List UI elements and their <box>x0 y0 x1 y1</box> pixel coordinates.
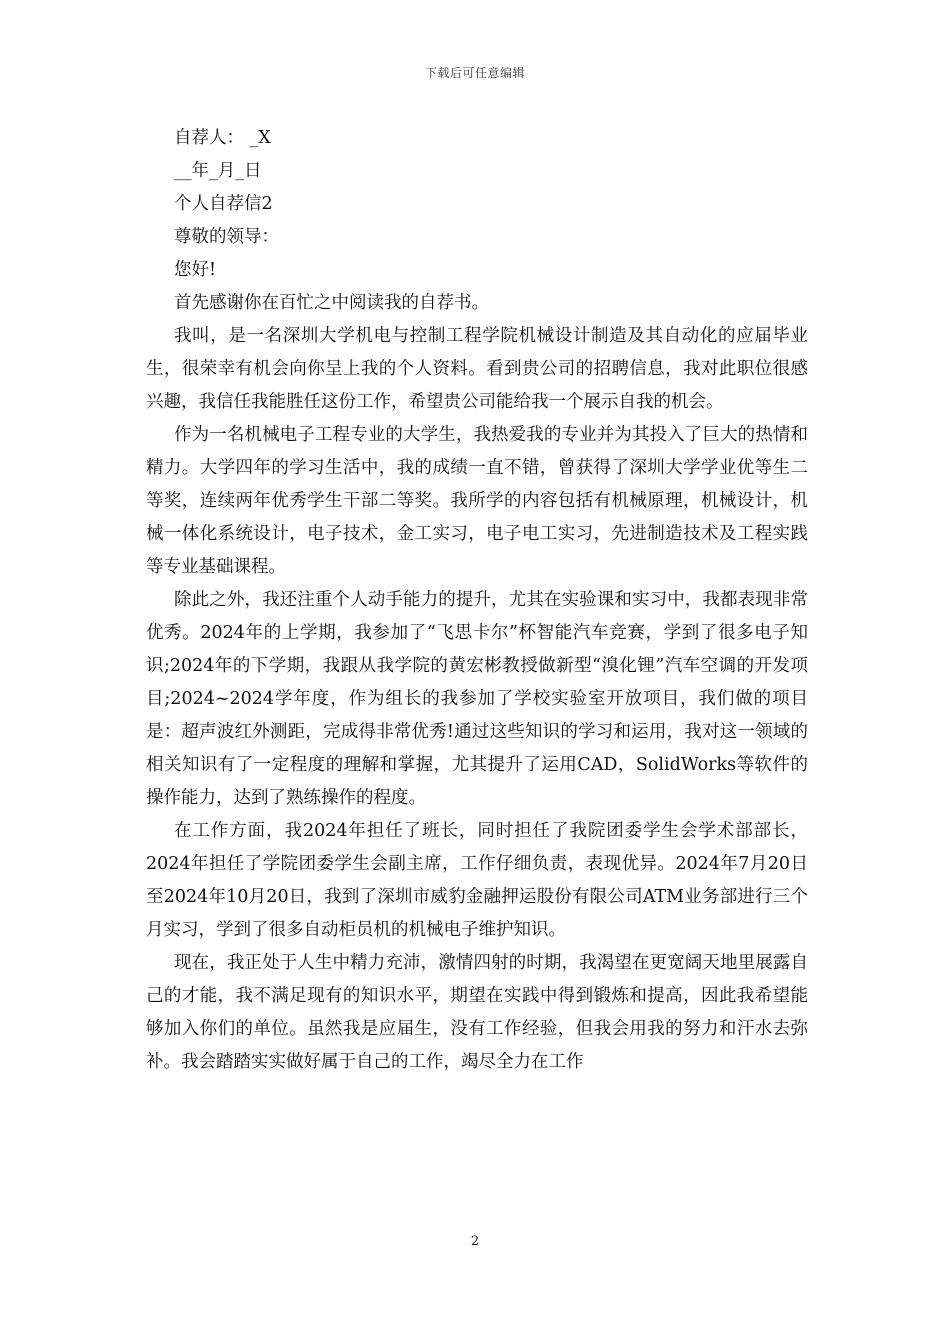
paragraph-aspiration: 现在，我正处于人生中精力充沛，激情四射的时期，我渴望在更宽阔天地里展露自己的才能，我不满足现有的知识水平，期望在实践中得到锻炼和提高，因此我希望能够加入你们的单位。虽然我是应届生，没有工作经验，但我会用我的努力和汗水去弥补。我会踏踏实实做好属于自己的工作，竭尽全力在工作 <box>146 953 808 1072</box>
greeting: 您好! <box>174 260 217 280</box>
signature-line: 自荐人： _X <box>174 128 271 148</box>
page-header-note: 下载后可任意编辑 <box>424 66 525 80</box>
date-line: __年_月_日 <box>174 161 262 181</box>
paragraph-work: 在工作方面，我2024年担任了班长，同时担任了我院团委学生会学术部部长，2024年担任了学院团委学生会副主席，工作仔细负责，表现优异。2024年7月20日至2024年10月20日，我到了深圳市威豹金融押运股份有限公司ATM业务部进行三个月实习，学到了很多自动柜员机的机械电子维护知识。 <box>146 821 808 940</box>
paragraph-education: 作为一名机械电子工程专业的大学生，我热爱我的专业并为其投入了巨大的热情和精力。大学四年的学习生活中，我的成绩一直不错，曾获得了深圳大学学业优等生二等奖，连续两年优秀学生干部二等奖。我所学的内容包括有机械原理，机械设计，机械一体化系统设计，电子技术，金工实习，电子电工实习，先进制造技术及工程实践等专业基础课程。 <box>146 425 808 577</box>
letter-title: 个人自荐信2 <box>174 194 273 214</box>
opening-line: 首先感谢你在百忙之中阅读我的自荐书。 <box>174 293 489 313</box>
salutation: 尊敬的领导： <box>174 227 279 247</box>
letter-body <box>146 122 808 1079</box>
paragraph-introduction: 我叫，是一名深圳大学机电与控制工程学院机械设计制造及其自动化的应届毕业生，很荣幸有机会向你呈上我的个人资料。看到贵公司的招聘信息，我对此职位很感兴趣，我信任我能胜任这份工作，希望贵公司能给我一个展示自我的机会。 <box>146 326 808 412</box>
paragraph-practice: 除此之外，我还注重个人动手能力的提升，尤其在实验课和实习中，我都表现非常优秀。2024年的上学期，我参加了“飞思卡尔”杯智能汽车竞赛，学到了很多电子知识;2024年的下学期，我跟从我学院的黄宏彬教授做新型“溴化锂”汽车空调的开发项目;2024~2024学年度，作为组长的我参加了学校实验室开放项目，我们做的项目是：超声波红外测距，完成得非常优秀!通过这些知识的学习和运用，我对这一领域的相关知识有了一定程度的理解和掌握，尤其提升了运用CAD，SolidWorks等软件的操作能力，达到了熟练操作的程度。 <box>146 590 808 808</box>
page-number: 2 <box>470 1234 480 1249</box>
